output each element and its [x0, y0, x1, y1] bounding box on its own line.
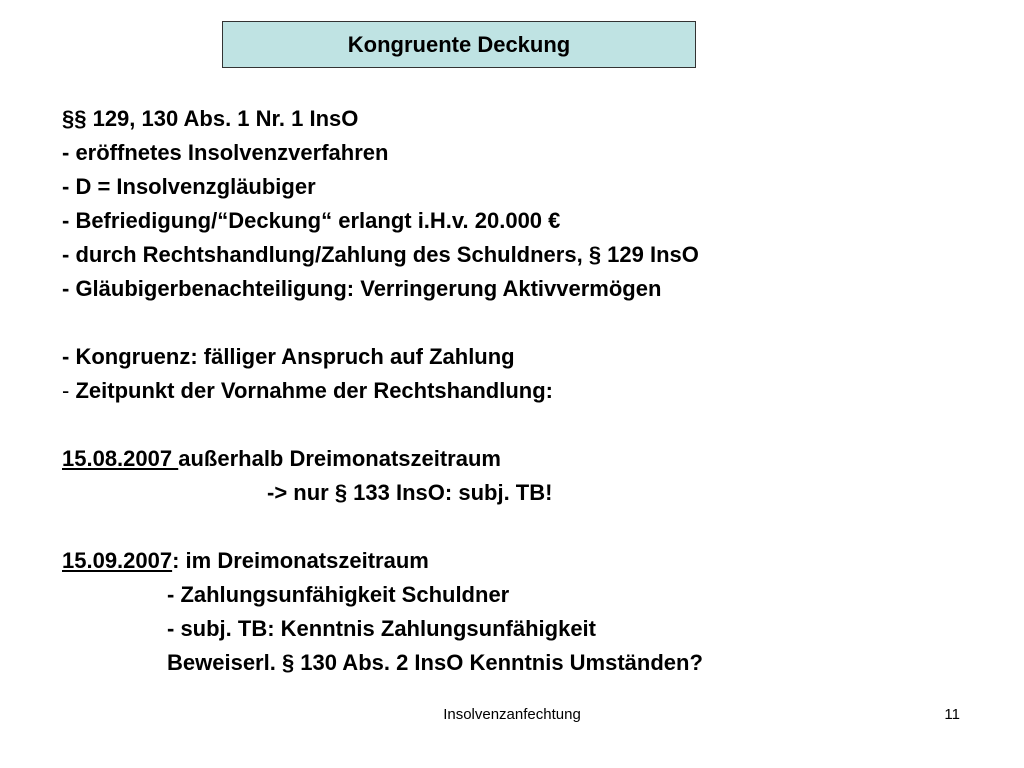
slide-title: Kongruente Deckung: [347, 31, 571, 57]
line-legal-basis: §§ 129, 130 Abs. 1 Nr. 1 InsO: [62, 106, 359, 131]
line-knowledge: - subj. TB: Kenntnis Zahlungsunfähigkeit: [167, 616, 596, 641]
page-number: 11: [944, 706, 960, 723]
line-time-of-act: [62, 374, 1002, 408]
line-date-1: [62, 442, 1002, 476]
line-creditor: - D = Insolvenzgläubiger: [62, 174, 316, 199]
line-section-133: -> nur § 133 InsO: subj. TB!: [267, 480, 553, 505]
date-2: 15.09.2007: [62, 548, 173, 573]
spacer: [62, 408, 1002, 442]
line-insolvency-debtor: - Zahlungsunfähigkeit Schuldner: [167, 582, 510, 607]
date-1-text: außerhalb Dreimonatszeitraum: [178, 446, 501, 471]
spacer: [62, 510, 1002, 544]
line-satisfaction: - Befriedigung/“Deckung“ erlangt i.H.v. 20.000 €: [62, 208, 561, 233]
slide-content: [62, 102, 1002, 680]
date-1: 15.08.2007: [62, 446, 179, 471]
date-2-text: : im Dreimonatszeitraum: [172, 548, 429, 573]
line-insolvency-proceedings: - eröffnetes Insolvenzverfahren: [62, 140, 389, 165]
dash: -: [62, 378, 76, 403]
line-legal-act: - durch Rechtshandlung/Zahlung des Schuldners, § 129 InsO: [62, 242, 699, 267]
line-creditor-disadvantage: - Gläubigerbenachteiligung: Verringerung Aktivvermögen: [62, 276, 662, 301]
spacer: [62, 306, 1002, 340]
footer-label: Insolvenzanfechtung: [443, 706, 581, 723]
line-date-2: [62, 544, 1002, 578]
line-congruence: - Kongruenz: fälliger Anspruch auf Zahlung: [62, 344, 515, 369]
time-of-act-text: Zeitpunkt der Vornahme der Rechtshandlung:: [75, 378, 553, 403]
line-burden-of-proof: Beweiserl. § 130 Abs. 2 InsO Kenntnis Umständen?: [167, 650, 703, 675]
title-box: [222, 21, 696, 68]
